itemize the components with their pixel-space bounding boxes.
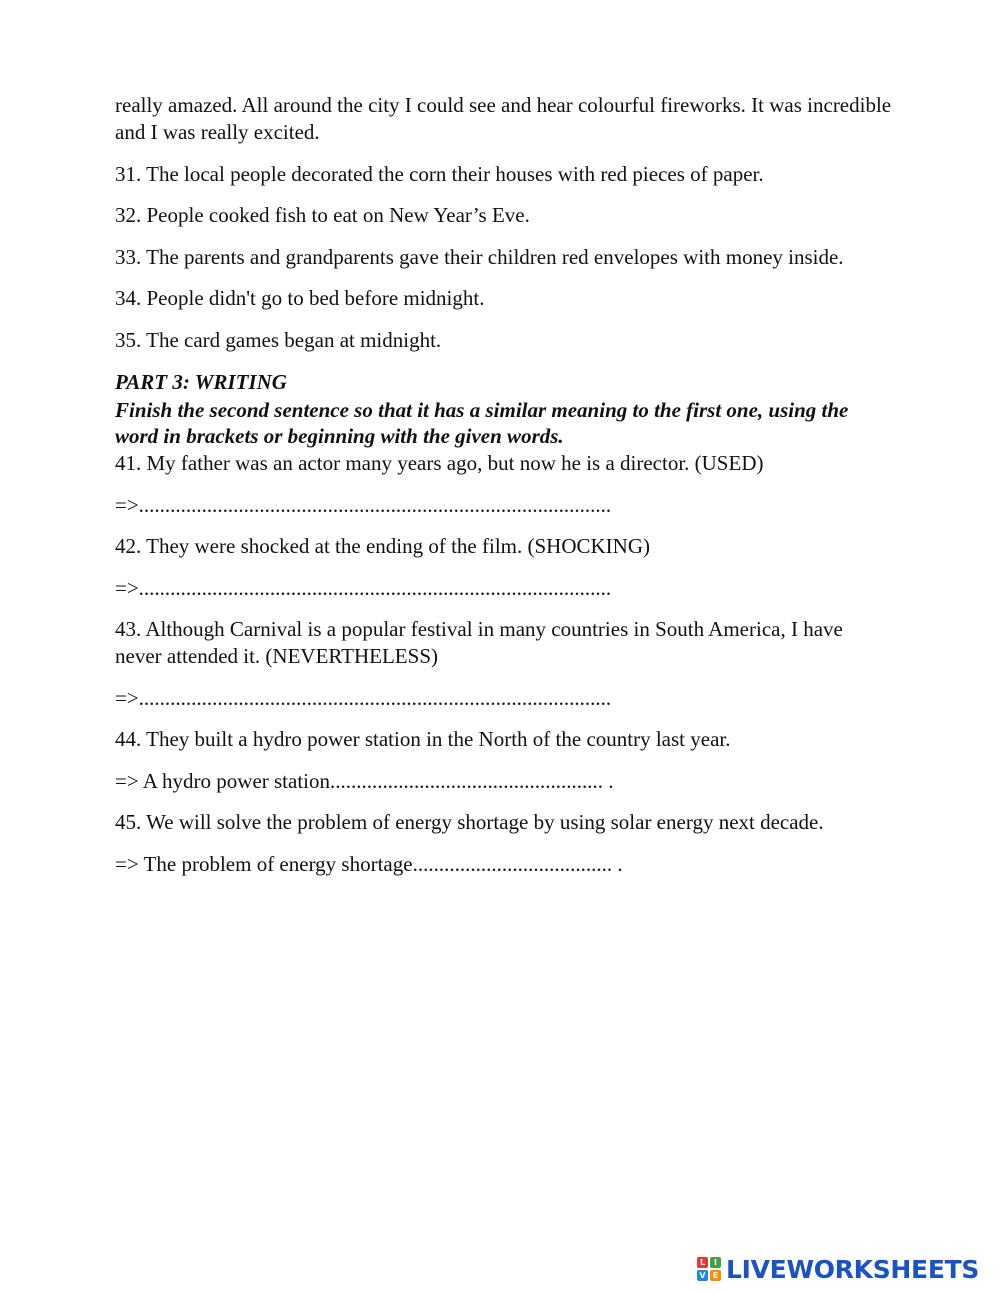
question-42: 42. They were shocked at the ending of the film. (SHOCKING) [115, 534, 650, 558]
answer-42-blank[interactable]: =>.......................................................................................... [115, 576, 612, 600]
instructions-line-1: Finish the second sentence so that it has a similar meaning to the first one, using the [115, 398, 849, 422]
question-43-line-2: never attended it. (NEVERTHELESS) [115, 644, 438, 668]
answer-43-blank[interactable]: =>.......................................................................................... [115, 686, 612, 710]
question-41: 41. My father was an actor many years ago, but now he is a director. (USED) [115, 451, 764, 475]
passage-line-1: really amazed. All around the city I could see and hear colourful fireworks. It was incredible [115, 93, 892, 117]
instructions-line-2: word in brackets or beginning with the given words. [115, 424, 564, 448]
logo-tile-e: E [710, 1270, 721, 1281]
question-32: 32. People cooked fish to eat on New Year’s Eve. [115, 203, 530, 227]
answer-44-blank[interactable]: => A hydro power station.................................................... . [115, 769, 614, 793]
logo-tile-v: V [697, 1270, 708, 1281]
logo-tiles-icon [697, 1257, 721, 1281]
part3-heading: PART 3: WRITING [115, 370, 287, 394]
question-45: 45. We will solve the problem of energy shortage by using solar energy next decade. [115, 810, 824, 834]
logo-text: LIVEWORKSHEETS [726, 1254, 980, 1284]
answer-45-blank[interactable]: => The problem of energy shortage...................................... . [115, 852, 623, 876]
question-34: 34. People didn't go to bed before midnight. [115, 286, 485, 310]
logo-tile-i: I [710, 1257, 721, 1268]
question-31: 31. The local people decorated the corn their houses with red pieces of paper. [115, 162, 764, 186]
logo-tile-l: L [697, 1257, 708, 1268]
question-33: 33. The parents and grandparents gave their children red envelopes with money inside. [115, 245, 844, 269]
question-44: 44. They built a hydro power station in the North of the country last year. [115, 727, 731, 751]
answer-41-blank[interactable]: =>.......................................................................................... [115, 493, 612, 517]
liveworksheets-logo[interactable] [697, 1252, 979, 1286]
question-35: 35. The card games began at midnight. [115, 328, 442, 352]
passage-line-2: and I was really excited. [115, 120, 320, 144]
question-43-line-1: 43. Although Carnival is a popular festival in many countries in South America, I have [115, 617, 843, 641]
